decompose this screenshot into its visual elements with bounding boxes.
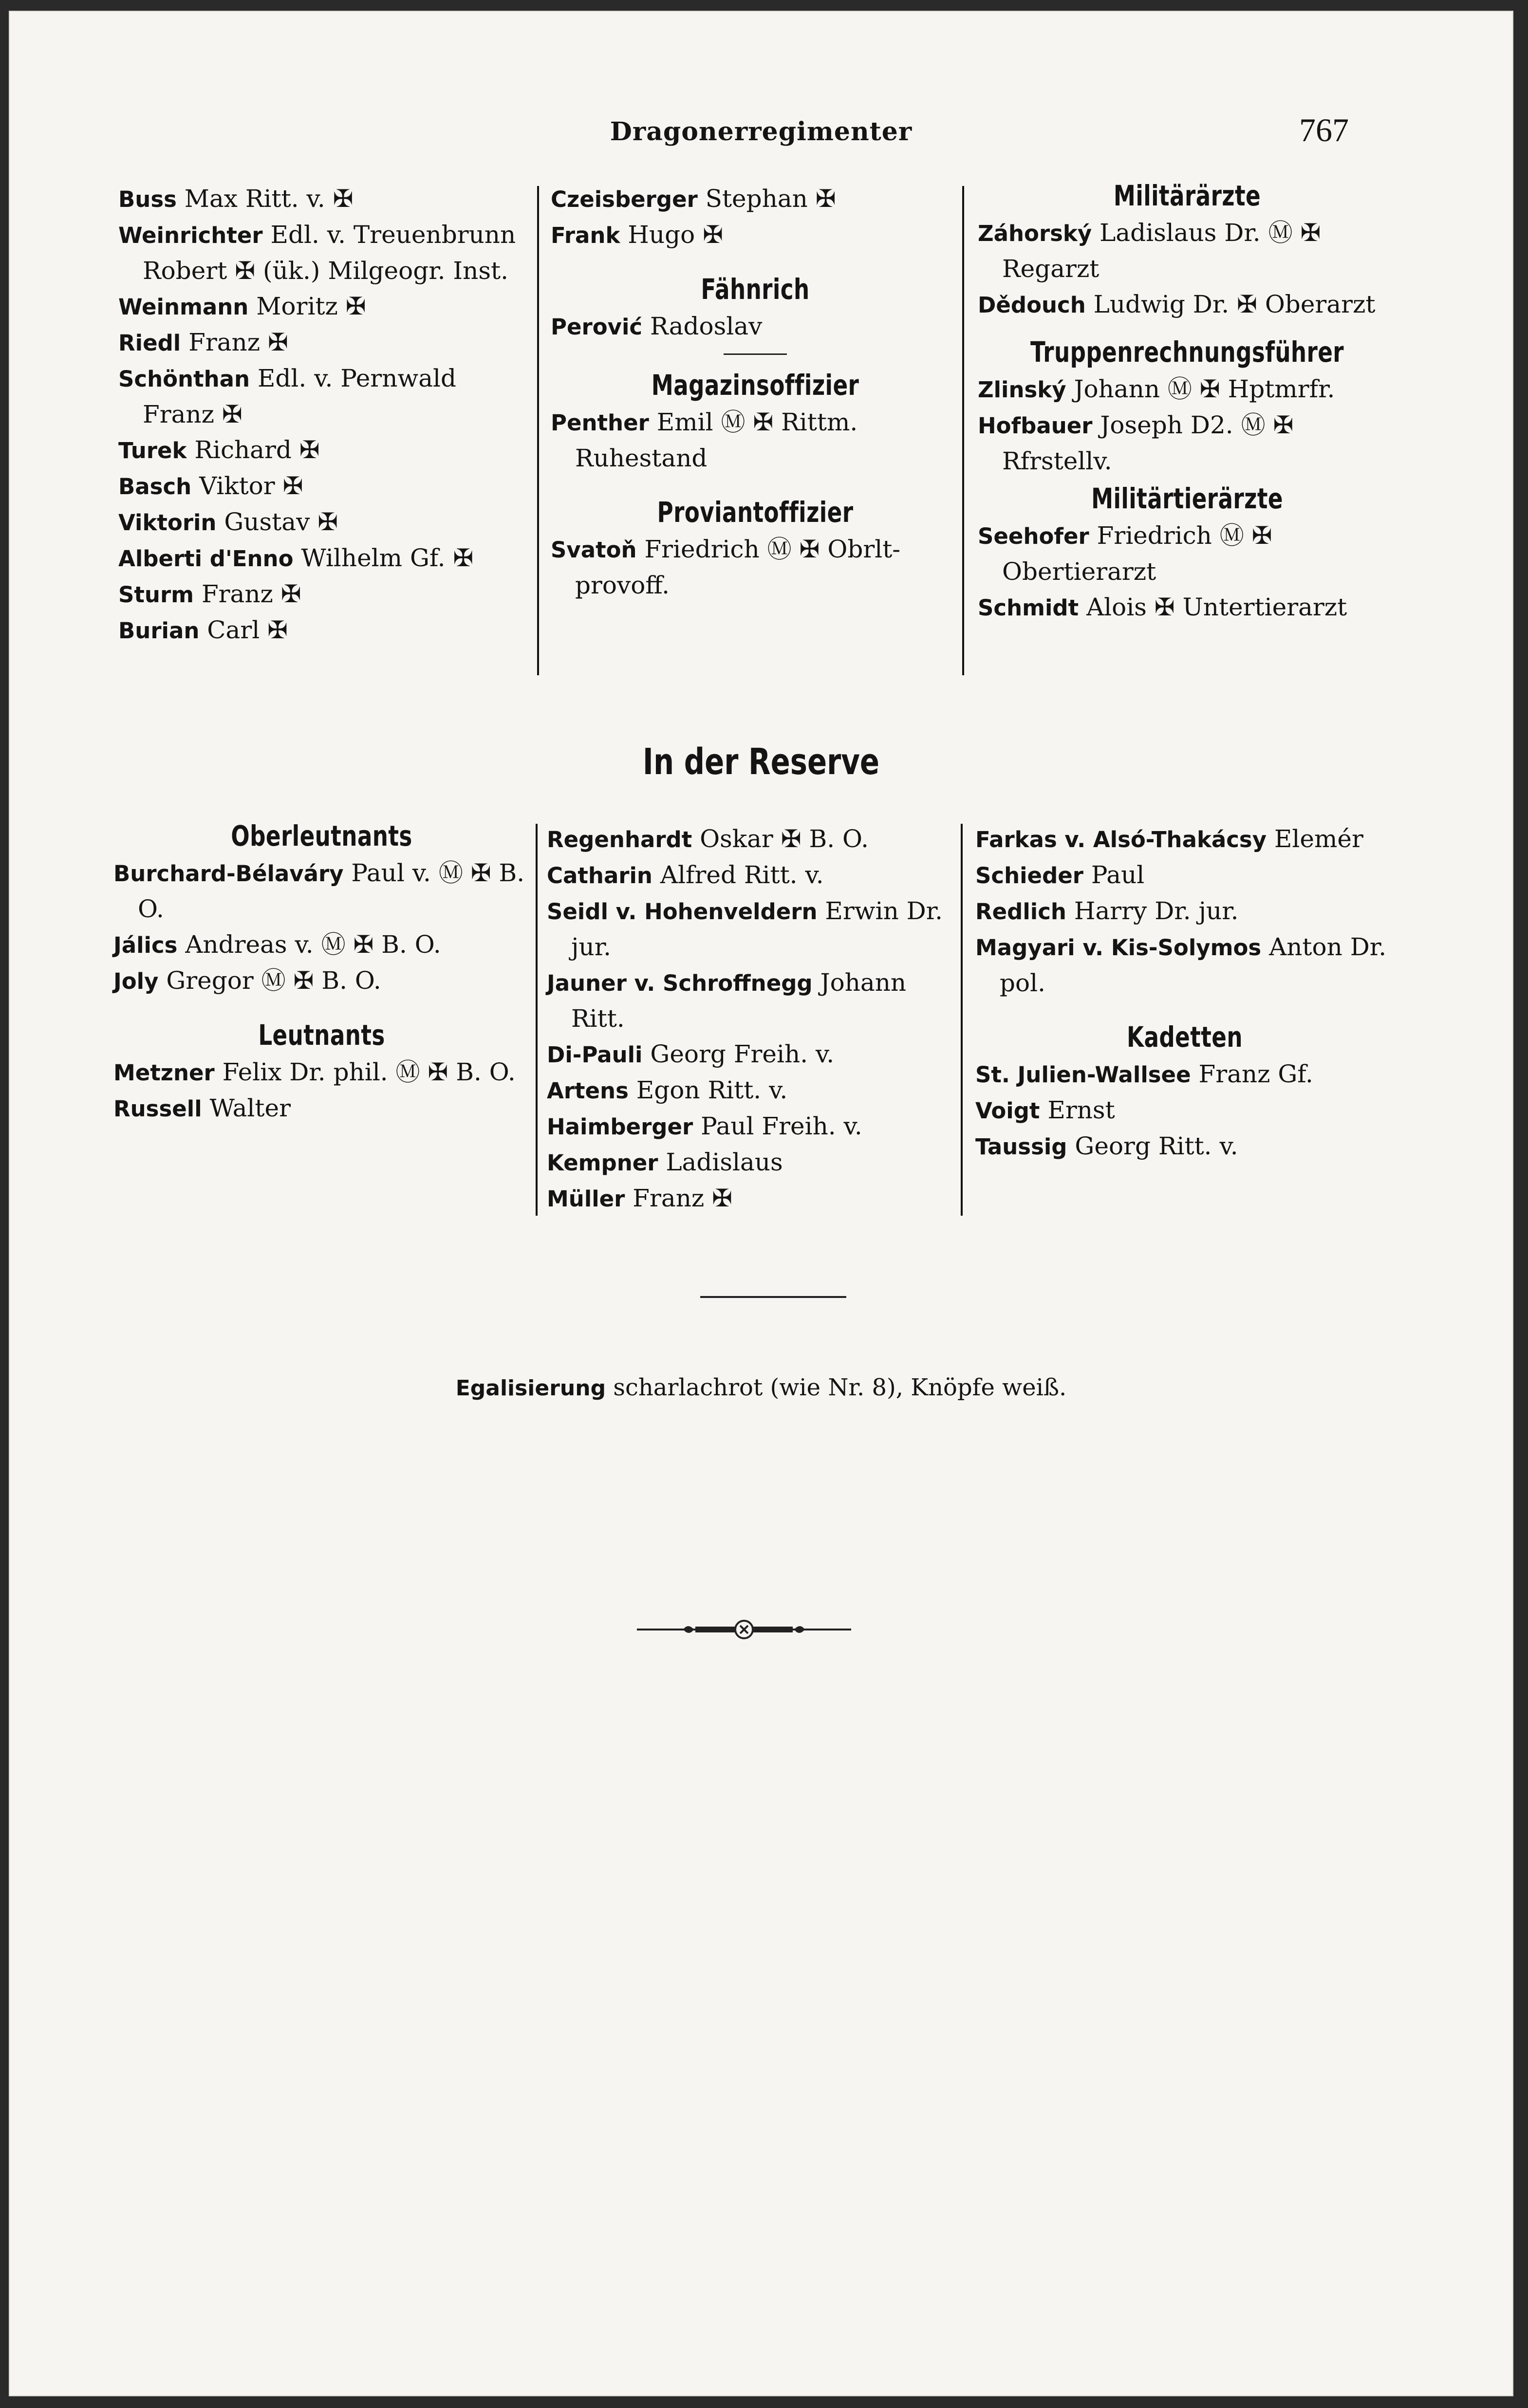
officer-details: Max Ritt. v. ✠ [176,185,354,213]
officer-details: Ladislaus Dr. Ⓜ ✠ Regarzt [1002,219,1321,283]
section-title-leutnants: Leutnants [258,1019,385,1052]
proviant-list [551,532,960,603]
officer-surname: Alberti d'Enno [118,546,294,572]
officer-surname: Perović [551,314,643,340]
reserve-list [975,821,1394,1001]
officer-details: Franz ✠ [625,1184,733,1212]
section-title-tieraerzte: Militärtierärzte [1091,482,1283,515]
officer-details: Gustav ✠ [216,508,338,536]
militaeraerzte-list [978,215,1397,323]
officer-entry [547,1181,956,1217]
officer-details: Anton Dr. pol. [1000,933,1387,997]
officer-entry [113,855,530,927]
officer-entry [118,504,530,540]
officer-surname: Viktorin [118,510,217,536]
officer-details: Ernst [1040,1096,1115,1124]
section-title-rechnungsfuehrer: Truppenrechnungsführer [1030,335,1344,369]
separator-rule [724,353,787,355]
officer-surname: Schönthan [118,366,250,392]
officer-entry [547,821,956,857]
officer-details: Paul v. Ⓜ ✠ B. O. [138,859,525,923]
officer-entry [547,857,956,893]
officer-surname: Basch [118,474,192,500]
officer-details: Friedrich Ⓜ ✠ Obertierarzt [1002,521,1272,586]
officer-surname: Svatoň [551,537,637,563]
officer-surname: Haimberger [547,1114,693,1140]
officer-surname: Burian [118,618,200,644]
officer-details: Radoslav [642,312,763,340]
officer-entry [547,965,956,1037]
officer-details: Georg Freih. v. [642,1040,835,1068]
leutnants-list [113,1055,530,1127]
officer-list [551,181,960,253]
officer-surname: Riedl [118,330,181,356]
officer-entry [113,963,530,999]
officer-entry [551,309,960,345]
officer-details: Paul Freih. v. [693,1112,862,1140]
officer-entry [978,371,1397,408]
officer-details: Alois ✠ Untertierarzt [1079,593,1347,621]
officer-entry [551,217,960,253]
officer-details: Andreas v. Ⓜ ✠ B. O. [177,930,441,959]
section-title-proviantoffizier: Proviantoffizier [657,496,854,529]
active-column-1 [118,181,530,648]
officer-entry [551,181,960,217]
officer-details: Edl. v. Pernwald Franz ✠ [143,364,457,428]
officer-entry [547,1037,956,1073]
officer-surname: Seidl v. Hohenveldern [547,899,818,925]
officer-surname: St. Julien-Wallsee [975,1062,1191,1088]
reserve-column-2 [547,821,956,1217]
column-divider [961,824,963,1216]
officer-details: Ludwig Dr. ✠ Oberarzt [1085,290,1376,318]
officer-entry [978,287,1397,323]
officer-surname: Penther [551,410,649,436]
page [9,11,1513,2396]
officer-details: Viktor ✠ [191,472,303,500]
section-title-militaeraerzte: Militärärzte [1113,179,1261,212]
officer-details: Edl. v. Treuenbrunn Robert ✠ (ük.) Milgeogr. Inst. [143,221,516,285]
officer-details: Johann Ritt. [571,968,907,1033]
officer-details: Alfred Ritt. v. [652,861,824,889]
officer-surname: Schieder [975,863,1083,889]
active-column-2 [551,181,960,603]
officer-details: Felix Dr. phil. Ⓜ ✠ B. O. [214,1058,516,1086]
officer-surname: Burchard-Bélaváry [113,861,344,887]
ornament-divider-icon [637,1615,851,1644]
officer-entry [975,1093,1394,1129]
officer-surname: Catharin [547,863,652,889]
running-title: Dragonerregimenter [610,117,913,147]
officer-surname: Seehofer [978,523,1089,549]
oberleutnants-list [113,855,530,999]
section-title-oberleutnants: Oberleutnants [231,819,412,852]
officer-surname: Magyari v. Kis-Solymos [975,935,1262,961]
officer-details: Carl ✠ [199,616,288,644]
officer-details: Egon Ritt. v. [628,1076,788,1104]
officer-entry [118,217,530,289]
officer-surname: Záhorský [978,221,1092,246]
officer-entry [547,1073,956,1109]
officer-details: Paul [1083,861,1145,889]
officer-entry [551,532,960,603]
officer-details: Wilhelm Gf. ✠ [293,544,474,572]
officer-surname: Metzner [113,1060,215,1086]
officer-surname: Farkas v. Alsó-Thakácsy [975,827,1267,852]
officer-entry [547,1145,956,1181]
officer-entry [118,612,530,648]
section-title-kadetten: Kadetten [1127,1020,1243,1054]
reserve-heading: In der Reserve [642,741,880,783]
officer-entry [975,929,1394,1001]
faehnrich-list [551,309,960,345]
page-number: 767 [1299,111,1349,148]
magazin-list [551,405,960,476]
officer-surname: Artens [547,1078,629,1104]
reserve-column-3 [975,821,1394,1165]
officer-surname: Weinmann [118,294,249,320]
officer-entry [978,215,1397,287]
section-title-faehnrich: Fähnrich [701,273,810,306]
officer-entry [975,821,1394,857]
officer-surname: Jauner v. Schroffnegg [547,970,813,996]
officer-surname: Regenhardt [547,827,692,852]
officer-surname: Buss [118,186,177,212]
officer-entry [118,468,530,504]
officer-entry [118,325,530,361]
officer-surname: Czeisberger [551,186,698,212]
officer-surname: Voigt [975,1098,1040,1124]
officer-details: Elemér [1267,825,1363,853]
officer-surname: Dědouch [978,292,1086,318]
officer-details: Franz ✠ [194,580,301,608]
officer-details: Moritz ✠ [248,292,366,320]
officer-entry [118,576,530,612]
officer-details: Gregor Ⓜ ✠ B. O. [158,966,381,995]
officer-entry [547,1109,956,1145]
reserve-column-1 [113,816,530,1127]
officer-surname: Kempner [547,1150,658,1176]
officer-entry [113,1055,530,1091]
officer-entry [113,927,530,963]
column-divider [962,186,964,675]
officer-surname: Turek [118,438,187,463]
rechnungsfuehrer-list [978,371,1397,479]
officer-entry [118,361,530,432]
egalisierung-note [9,1374,1513,1401]
officer-surname: Jálics [113,932,178,958]
officer-details: Harry Dr. jur. [1066,897,1239,925]
officer-surname: Sturm [118,582,194,608]
kadetten-list [975,1056,1394,1165]
section-title-magazinsoffizier: Magazinsoffizier [651,369,859,402]
egalisierung-text: scharlachrot (wie Nr. 8), Knöpfe weiß. [606,1374,1067,1401]
officer-entry [975,893,1394,929]
officer-entry [118,540,530,576]
officer-details: Emil Ⓜ ✠ Rittm. Ruhestand [575,408,858,472]
officer-details: Stephan ✠ [697,185,836,213]
officer-entry [978,518,1397,590]
officer-details: Georg Ritt. v. [1067,1132,1238,1160]
officer-entry [551,405,960,476]
officer-details: Friedrich Ⓜ ✠ Obrlt-provoff. [575,535,901,599]
active-column-3 [978,176,1397,626]
officer-details: Franz Gf. [1191,1060,1313,1088]
officer-entry [118,181,530,217]
officer-entry [975,1129,1394,1165]
officer-surname: Hofbauer [978,413,1093,439]
officer-surname: Weinrichter [118,222,263,248]
officer-details: Oskar ✠ B. O. [692,825,869,853]
officer-entry [978,408,1397,479]
officer-details: Ladislaus [658,1148,783,1176]
column-divider [536,824,538,1216]
officer-surname: Redlich [975,899,1066,925]
officer-details: Joseph D2. Ⓜ ✠ Rfrstellv. [1002,411,1294,475]
officer-surname: Russell [113,1096,202,1122]
officer-surname: Taussig [975,1134,1067,1160]
officer-details: Erwin Dr. jur. [571,897,943,961]
officer-surname: Frank [551,222,620,248]
officer-surname: Müller [547,1186,625,1212]
officer-surname: Di-Pauli [547,1042,643,1068]
officer-details: Richard ✠ [186,436,320,464]
officer-surname: Zlinský [978,377,1066,403]
column-divider [537,186,539,675]
officer-details: Walter [202,1094,291,1122]
officer-entry [547,893,956,965]
separator-rule [700,1296,846,1298]
officer-entry [118,432,530,468]
tieraerzte-list [978,518,1397,626]
officer-entry [975,1056,1394,1093]
officer-entry [975,857,1394,893]
officer-entry [118,289,530,325]
egalisierung-label: Egalisierung [455,1376,606,1401]
officer-entry [978,590,1397,626]
officer-details: Johann Ⓜ ✠ Hptmrfr. [1066,375,1335,403]
officer-surname: Joly [113,968,159,994]
officer-entry [113,1091,530,1127]
officer-details: Franz ✠ [181,328,288,356]
officer-surname: Schmidt [978,595,1079,621]
officer-details: Hugo ✠ [620,221,723,249]
